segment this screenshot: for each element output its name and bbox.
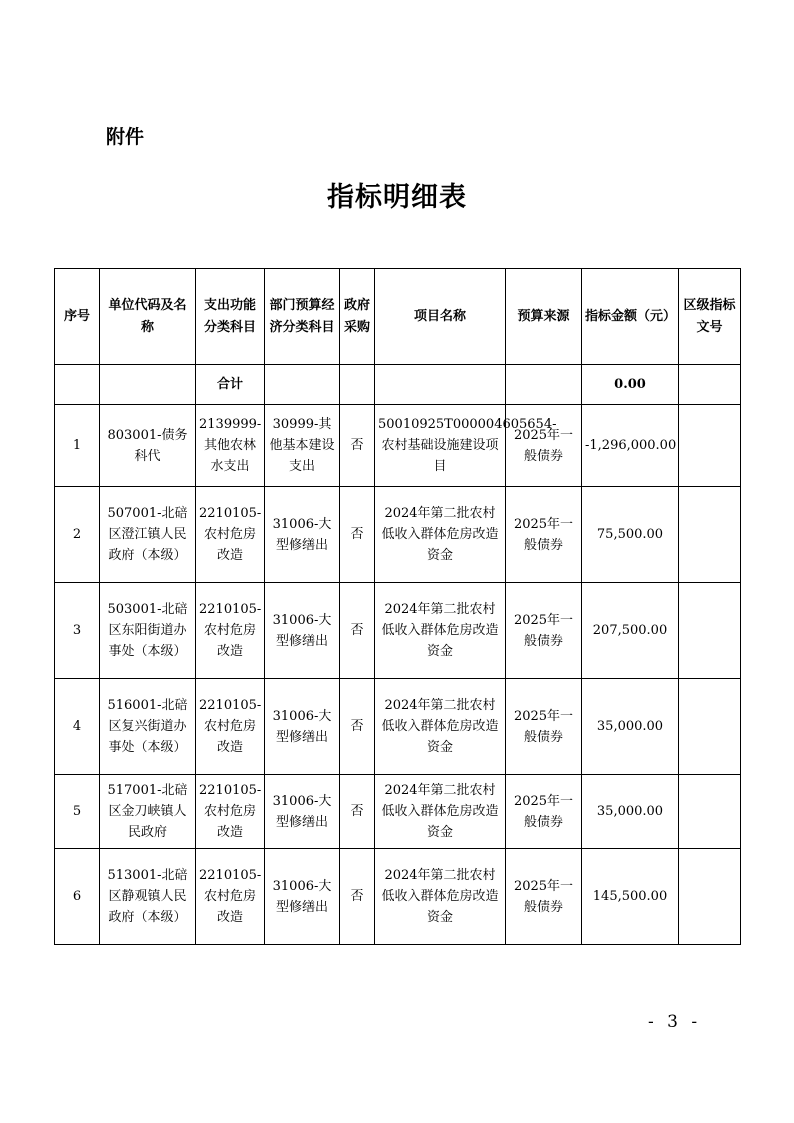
row-amount: 35,000.00: [582, 679, 679, 775]
row-doc-no: [679, 583, 741, 679]
table-row: [55, 849, 741, 945]
table-row: [55, 487, 741, 583]
header-econ-class: 部门预算经济分类科目: [265, 269, 340, 365]
total-cell: [340, 365, 375, 405]
total-label: 合计: [196, 365, 265, 405]
table-row: [55, 405, 741, 487]
row-doc-no: [679, 487, 741, 583]
row-source: 2025年一般债券: [506, 583, 582, 679]
row-amount: 145,500.00: [582, 849, 679, 945]
total-cell: [375, 365, 506, 405]
row-procurement: 否: [340, 849, 375, 945]
row-econ-class: 31006-大型修缮出: [265, 775, 340, 849]
header-seq: 序号: [55, 269, 100, 365]
row-function-class: 2210105-农村危房改造: [196, 679, 265, 775]
row-project: 2024年第二批农村低收入群体危房改造资金: [375, 775, 506, 849]
row-unit: 513001-北碚区静观镇人民政府（本级）: [100, 849, 196, 945]
header-project: 项目名称: [375, 269, 506, 365]
row-seq: 3: [55, 583, 100, 679]
row-procurement: 否: [340, 679, 375, 775]
row-amount: 207,500.00: [582, 583, 679, 679]
total-cell: [55, 365, 100, 405]
row-project: 2024年第二批农村低收入群体危房改造资金: [375, 583, 506, 679]
row-project: 2024年第二批农村低收入群体危房改造资金: [375, 487, 506, 583]
header-function-class: 支出功能分类科目: [196, 269, 265, 365]
total-cell: [506, 365, 582, 405]
row-doc-no: [679, 849, 741, 945]
row-function-class: 2210105-农村危房改造: [196, 487, 265, 583]
table-row: [55, 679, 741, 775]
row-project: 2024年第二批农村低收入群体危房改造资金: [375, 849, 506, 945]
row-seq: 6: [55, 849, 100, 945]
row-project: 50010925T000004605654-农村基础设施建设项目: [375, 405, 506, 487]
total-cell: [100, 365, 196, 405]
row-unit: 517001-北碚区金刀峡镇人民政府: [100, 775, 196, 849]
row-source: 2025年一般债券: [506, 679, 582, 775]
row-source: 2025年一般债券: [506, 487, 582, 583]
row-econ-class: 30999-其他基本建设支出: [265, 405, 340, 487]
row-econ-class: 31006-大型修缮出: [265, 487, 340, 583]
row-procurement: 否: [340, 405, 375, 487]
header-source: 预算来源: [506, 269, 582, 365]
table-row: [55, 583, 741, 679]
row-amount: -1,296,000.00: [582, 405, 679, 487]
row-amount: 35,000.00: [582, 775, 679, 849]
header-unit: 单位代码及名称: [100, 269, 196, 365]
row-procurement: 否: [340, 487, 375, 583]
row-unit: 507001-北碚区澄江镇人民政府（本级）: [100, 487, 196, 583]
table-row: [55, 775, 741, 849]
row-econ-class: 31006-大型修缮出: [265, 679, 340, 775]
row-seq: 4: [55, 679, 100, 775]
row-project: 2024年第二批农村低收入群体危房改造资金: [375, 679, 506, 775]
row-seq: 5: [55, 775, 100, 849]
header-procurement: 政府采购: [340, 269, 375, 365]
row-doc-no: [679, 775, 741, 849]
row-unit: 503001-北碚区东阳街道办事处（本级）: [100, 583, 196, 679]
total-cell: [265, 365, 340, 405]
row-procurement: 否: [340, 583, 375, 679]
row-function-class: 2210105-农村危房改造: [196, 583, 265, 679]
row-doc-no: [679, 679, 741, 775]
row-unit: 516001-北碚区复兴街道办事处（本级）: [100, 679, 196, 775]
total-amount: 0.00: [582, 365, 679, 405]
row-seq: 1: [55, 405, 100, 487]
row-source: 2025年一般债券: [506, 775, 582, 849]
row-amount: 75,500.00: [582, 487, 679, 583]
page-number: - 3 -: [648, 1012, 702, 1032]
header-amount: 指标金额（元）: [582, 269, 679, 365]
indicator-detail-table: [54, 268, 741, 945]
total-row: [55, 365, 741, 405]
row-econ-class: 31006-大型修缮出: [265, 583, 340, 679]
row-procurement: 否: [340, 775, 375, 849]
row-econ-class: 31006-大型修缮出: [265, 849, 340, 945]
total-cell: [679, 365, 741, 405]
attachment-label: 附件: [106, 126, 145, 148]
row-source: 2025年一般债券: [506, 849, 582, 945]
page-title: 指标明细表: [327, 182, 467, 213]
row-function-class: 2139999-其他农林水支出: [196, 405, 265, 487]
row-unit: 803001-债务科代: [100, 405, 196, 487]
header-doc-no: 区级指标文号: [679, 269, 741, 365]
row-doc-no: [679, 405, 741, 487]
row-seq: 2: [55, 487, 100, 583]
row-source: 2025年一般债券: [506, 405, 582, 487]
row-function-class: 2210105-农村危房改造: [196, 849, 265, 945]
table-header-row: [55, 269, 741, 365]
row-function-class: 2210105-农村危房改造: [196, 775, 265, 849]
